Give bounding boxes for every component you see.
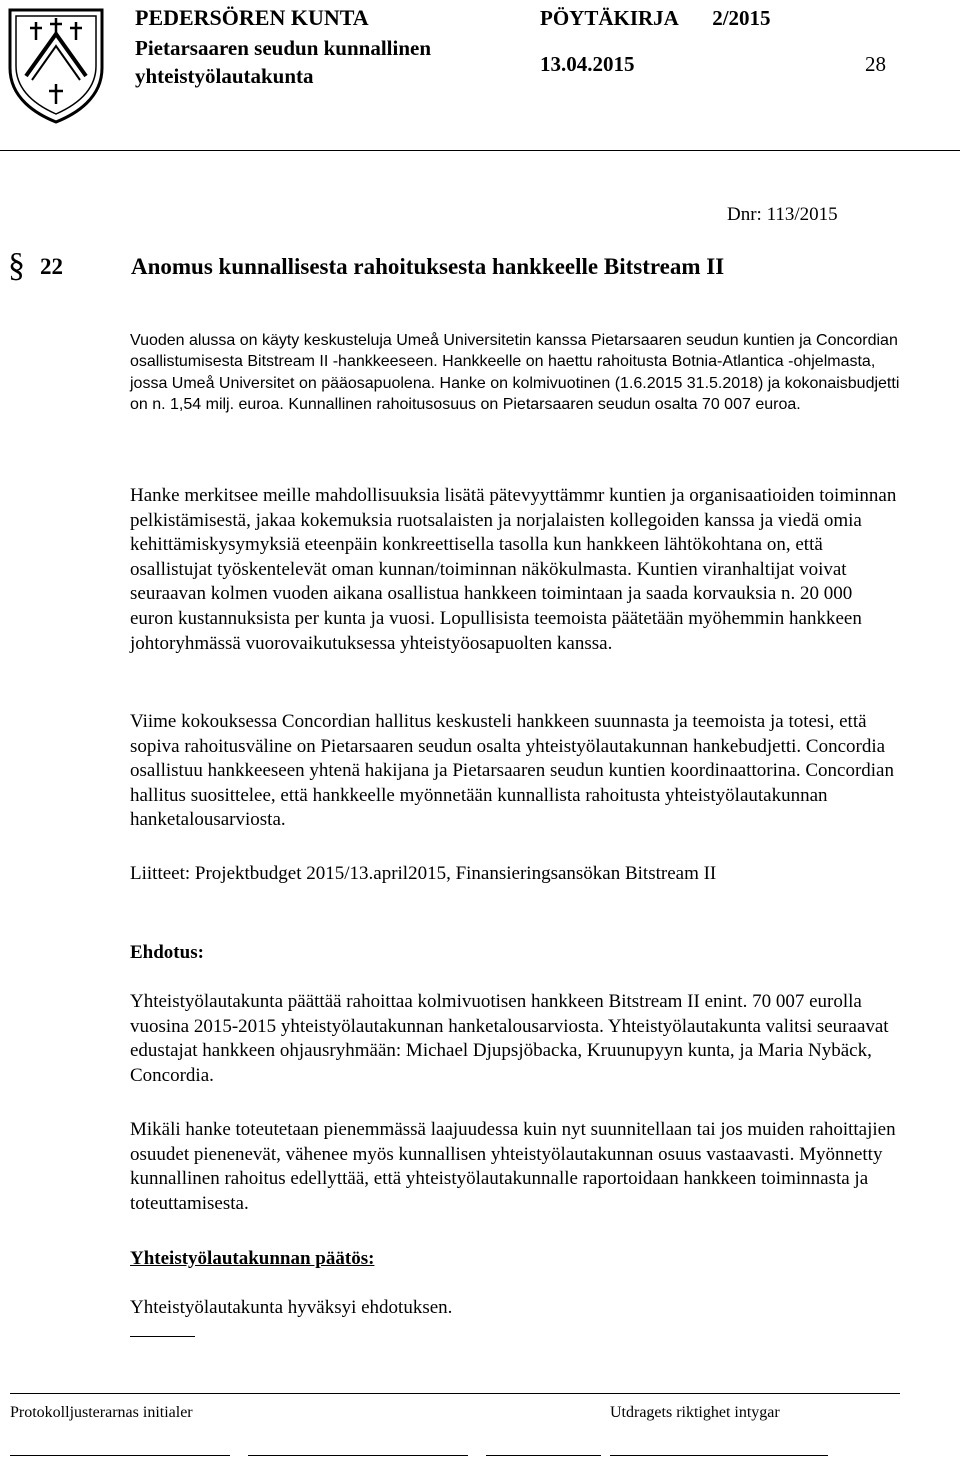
footer-certify-label: Utdragets riktighet intygar: [610, 1404, 780, 1421]
dnr-reference: Dnr: 113/2015: [727, 204, 838, 225]
signature-line-3: [486, 1455, 601, 1456]
organization-name: PEDERSÖREN KUNTA: [135, 5, 369, 30]
page-number: 28: [865, 52, 886, 76]
proposal-text-2: Mikäli hanke toteutetaan pienemmässä laajuudessa kuin nyt suunnitellaan tai jos muiden rahoittajien osuudet pienenevät, vähenee myös kunnallisen yhteistyölautakunnan osuus vastaavasti. Myönnetty kunnallinen rahoitus edellyttää, että yhteistyölautakunnalle raportoidaan hankkeen toiminnasta ja toteuttamisesta.: [130, 1119, 896, 1214]
decision-text: Yhteistyölautakunta hyväksyi ehdotuksen.: [130, 1297, 453, 1318]
signature-line-1: [10, 1455, 230, 1456]
paragraph-benefits: Hanke merkitsee meille mahdollisuuksia lisätä pätevyyttämmr kuntien ja organisaatioiden toiminnan pelkistämisestä, jakaa kokemuksia ruotsalaisten ja norjalaisten kollegoiden kanssa ja viedä omia kehittämiskysymyksiä eteenpäin konkreettisella tasolla kun hankkeen lähtökohtana on, että osallistujat työskentelevät oman kunnan/toiminnan näkökulmasta. Kuntien viranhaltijat voivat seuraavan kolmen vuoden aikana osallistua hankkeen toimintaan ja saada korvauksia n. 20 000 euron kustannuksista per kunta ja vuosi. Lopullisista teemoista päätetään myöhemmin hankkeen johtoryhmässä vuorovaikutuksessa yhteistyöosapuolten kanssa.: [130, 485, 897, 654]
end-mark-line: [130, 1336, 195, 1337]
signature-line-4: [610, 1455, 828, 1456]
body-name-line1: Pietarsaaren seudun kunnallinen: [135, 36, 432, 60]
section-number: 22: [40, 254, 63, 279]
section-sign-icon: §: [8, 247, 25, 284]
coat-of-arms-icon: [6, 6, 106, 126]
proposal-heading: Ehdotus:: [130, 942, 204, 963]
proposal-text-1: Yhteistyölautakunta päättää rahoittaa kolmivuotisen hankkeen Bitstream II enint. 70 007 eurolla vuosina 2015-2015 yhteistyölautakunnan hanketalousarviosta. Yhteistyölautakunta valitsi seuraavat edustajat hankkeen ohjausryhmään: Michael Djupsjöbacka, Kruunupyyn kunta, ja Maria Nybäck, Concordia.: [130, 991, 889, 1086]
signature-line-2: [248, 1455, 468, 1456]
footer-divider: [10, 1393, 900, 1394]
footer-initials-label: Protokolljusterarnas initialer: [10, 1404, 193, 1421]
document-date: 13.04.2015: [540, 52, 635, 76]
paragraph-meeting: Viime kokouksessa Concordian hallitus keskusteli hankkeen suunnasta ja teemoista ja totesi, että sopiva rahoitusväline on Pietarsaaren seudun osalta yhteistyölautakunnan hankebudjetti. Concordia osallistuu hankkeeseen yhtenä hakijana ja Pietarsaaren seudun kuntien koordinaattorina. Concordian hallitus suosittelee, että hankkeelle myönnetään kunnallista rahoitusta yhteistyölautakunnan hanketalousarviosta.: [130, 711, 894, 831]
document-type-label: PÖYTÄKIRJA: [540, 6, 678, 30]
body-name-line2: yhteistyölautakunta: [135, 64, 314, 88]
paragraph-attachments: Liitteet: Projektbudget 2015/13.april2015, Finansieringsansökan Bitstream II: [130, 863, 717, 884]
paragraph-intro: Vuoden alussa on käyty keskusteluja Umeå Universitetin kanssa Pietarsaaren seudun kuntien ja Concordian osallistumisesta Bitstream II -hankkeeseen. Hankkeelle on haettu rahoitusta Botnia-Atlantica -ohjelmasta, jossa Umeå Universitet on pääosapuolena. Hanke on kolmivuotinen (1.6.2015 31.5.2018) ja kokonaisbudjetti on n. 1,54 milj. euroa. Kunnallinen rahoitusosuus on Pietarsaaren seudun osalta 70 007 euroa.: [130, 332, 900, 414]
header-divider: [0, 150, 960, 151]
decision-heading: Yhteistyölautakunnan päätös:: [130, 1248, 375, 1269]
document-number: 2/2015: [712, 6, 771, 30]
section-title: Anomus kunnallisesta rahoituksesta hankkeelle Bitstream II: [131, 254, 725, 279]
document-type: [540, 6, 771, 30]
